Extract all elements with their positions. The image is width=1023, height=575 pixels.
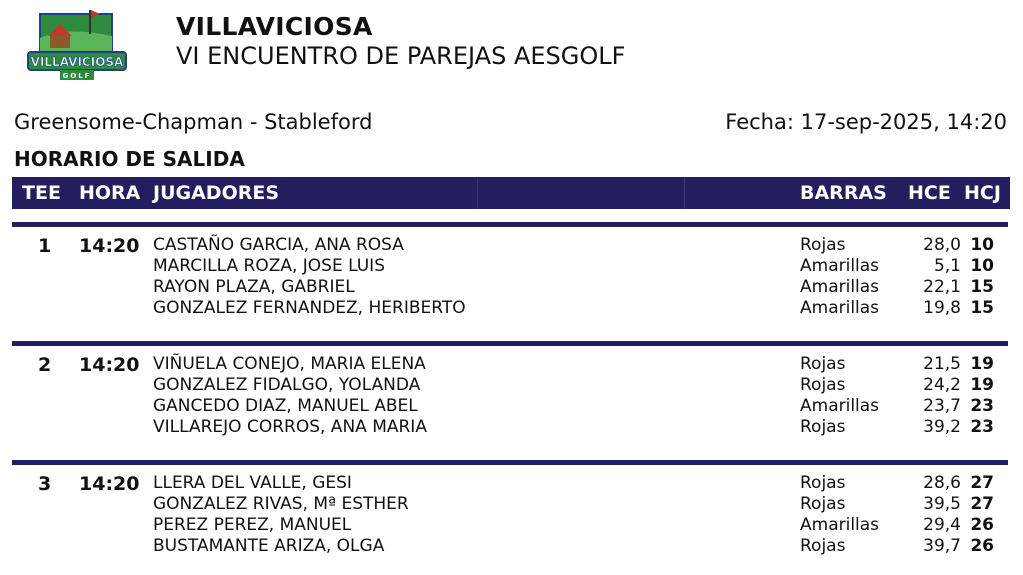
player-hce: 5,1 <box>933 256 961 276</box>
col-jugadores: JUGADORES <box>153 182 280 204</box>
player-barras: Rojas <box>800 494 846 514</box>
player-barras: Rojas <box>800 235 846 255</box>
player-hcj: 10 <box>970 235 994 255</box>
player-name: MARCILLA ROZA, JOSE LUIS <box>153 256 385 276</box>
player-hcj: 27 <box>970 473 994 493</box>
competition-format: Greensome-Chapman - Stableford <box>14 110 373 134</box>
player-hce: 39,2 <box>923 417 961 437</box>
player-name: GONZALEZ FERNANDEZ, HERIBERTO <box>153 298 466 318</box>
tee-time: 14:20 <box>79 235 140 257</box>
player-hcj: 15 <box>970 298 994 318</box>
player-hcj: 19 <box>970 375 994 395</box>
player-barras: Amarillas <box>800 277 880 297</box>
player-row <box>12 235 1010 256</box>
player-barras: Amarillas <box>800 396 880 416</box>
player-name: CASTAÑO GARCIA, ANA ROSA <box>153 235 404 255</box>
player-name: PEREZ PEREZ, MANUEL <box>153 515 352 535</box>
player-hce: 39,7 <box>923 536 961 556</box>
player-row <box>12 256 1010 277</box>
logo-subtext: GOLF <box>62 72 92 80</box>
player-hce: 29,4 <box>923 515 961 535</box>
player-name: BUSTAMANTE ARIZA, OLGA <box>153 536 385 556</box>
player-hce: 23,7 <box>923 396 961 416</box>
club-name: VILLAVICIOSA <box>176 12 373 41</box>
col-hcj: HCJ <box>964 182 1001 204</box>
player-row <box>12 494 1010 515</box>
tee-time: 14:20 <box>79 473 140 495</box>
player-barras: Rojas <box>800 417 846 437</box>
player-row <box>12 396 1010 417</box>
player-barras: Rojas <box>800 375 846 395</box>
logo-wordmark: VILLAVICIOSA <box>30 55 124 69</box>
player-name: VILLAREJO CORROS, ANA MARIA <box>153 417 427 437</box>
player-hcj: 26 <box>970 515 994 535</box>
player-name: RAYON PLAZA, GABRIEL <box>153 277 355 297</box>
player-hcj: 10 <box>970 256 994 276</box>
tee-number: 1 <box>38 235 52 257</box>
player-barras: Amarillas <box>800 515 880 535</box>
player-name: GONZALEZ RIVAS, Mª ESTHER <box>153 494 409 514</box>
player-barras: Rojas <box>800 354 846 374</box>
col-tee: TEE <box>22 182 61 204</box>
player-hcj: 23 <box>970 396 994 416</box>
player-hce: 19,8 <box>923 298 961 318</box>
player-hce: 39,5 <box>923 494 961 514</box>
player-hce: 24,2 <box>923 375 961 395</box>
player-row <box>12 515 1010 536</box>
tee-number: 2 <box>38 354 52 376</box>
player-hcj: 19 <box>970 354 994 374</box>
player-name: GONZALEZ FIDALGO, YOLANDA <box>153 375 421 395</box>
group-divider <box>12 341 1008 346</box>
date-time: Fecha: 17-sep-2025, 14:20 <box>725 110 1007 134</box>
col-hora: HORA <box>79 182 141 204</box>
player-barras: Amarillas <box>800 256 880 276</box>
tee-time: 14:20 <box>79 354 140 376</box>
event-title: VI ENCUENTRO DE PAREJAS AESGOLF <box>176 42 626 70</box>
group-divider <box>12 222 1008 227</box>
player-hce: 22,1 <box>923 277 961 297</box>
player-hce: 28,6 <box>923 473 961 493</box>
player-row <box>12 354 1010 375</box>
player-barras: Rojas <box>800 473 846 493</box>
player-barras: Rojas <box>800 536 846 556</box>
player-row <box>12 417 1010 438</box>
col-barras: BARRAS <box>800 182 887 204</box>
player-row <box>12 375 1010 396</box>
player-row <box>12 536 1010 557</box>
player-hce: 28,0 <box>923 235 961 255</box>
player-name: GANCEDO DIAZ, MANUEL ABEL <box>153 396 418 416</box>
group-divider <box>12 460 1008 465</box>
player-hcj: 26 <box>970 536 994 556</box>
player-barras: Amarillas <box>800 298 880 318</box>
player-hcj: 15 <box>970 277 994 297</box>
player-row <box>12 473 1010 494</box>
player-hcj: 23 <box>970 417 994 437</box>
player-row <box>12 298 1010 319</box>
col-hce: HCE <box>908 182 951 204</box>
table-header <box>12 177 1010 209</box>
player-hce: 21,5 <box>923 354 961 374</box>
section-title: HORARIO DE SALIDA <box>14 147 245 171</box>
player-name: VIÑUELA CONEJO, MARIA ELENA <box>153 354 426 374</box>
player-row <box>12 277 1010 298</box>
club-logo <box>26 8 128 82</box>
player-hcj: 27 <box>970 494 994 514</box>
player-name: LLERA DEL VALLE, GESI <box>153 473 352 493</box>
tee-number: 3 <box>38 473 52 495</box>
